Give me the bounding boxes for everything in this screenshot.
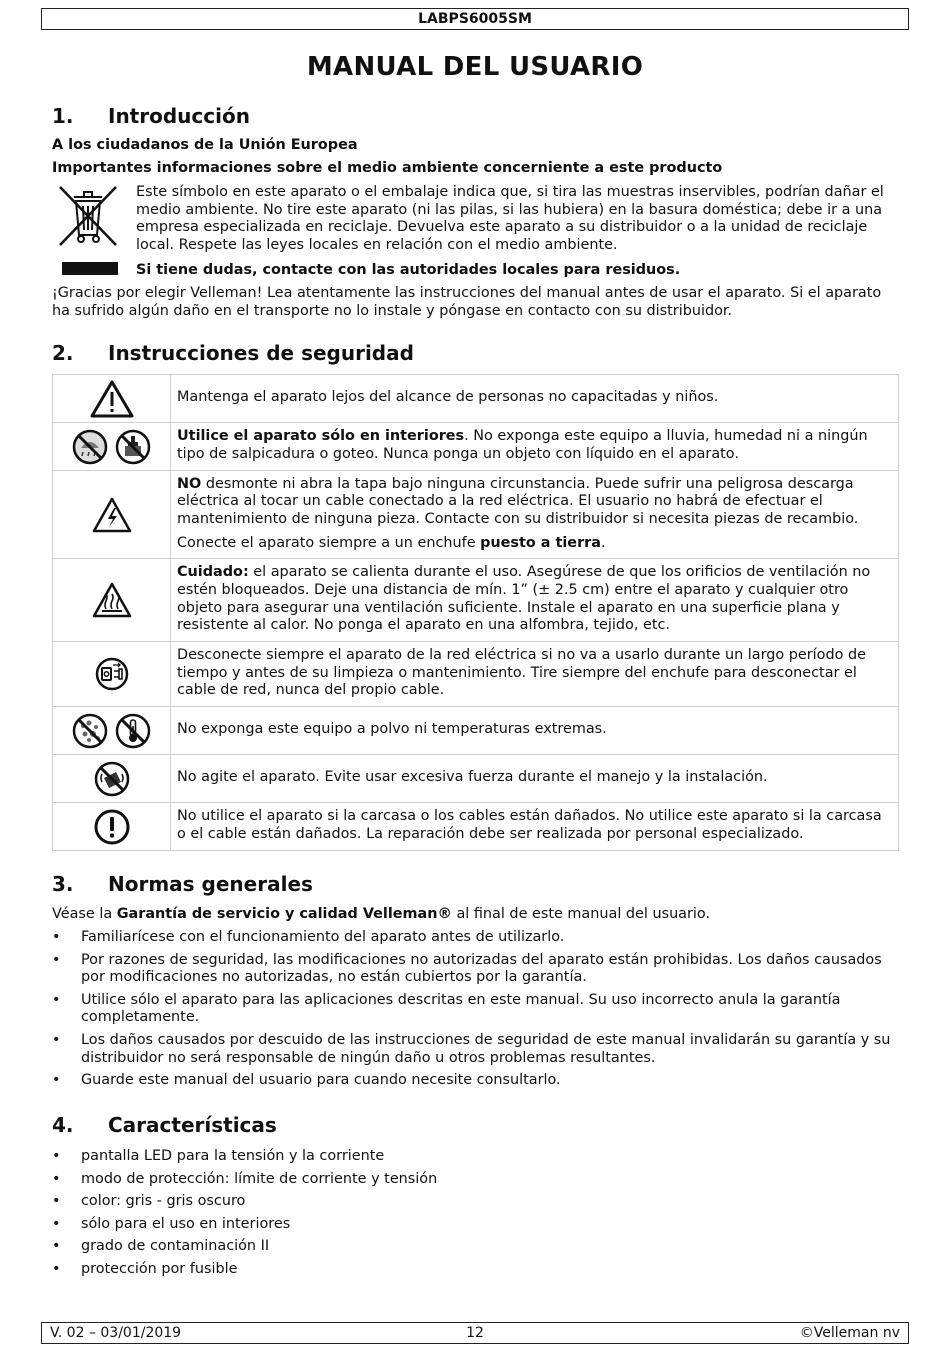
- safety-icon-cell: [53, 755, 171, 803]
- safety-row: [53, 423, 899, 471]
- safety-row: [53, 559, 899, 642]
- section-1-heading: [52, 103, 250, 129]
- list-item: • sólo para el uso en interiores: [52, 1216, 902, 1234]
- safety-row: [53, 642, 899, 707]
- section-number: 4.: [52, 1113, 74, 1137]
- safety-text-cell: Desconecte siempre el aparato de la red eléctrica si no va a usarlo durante un largo período de tiempo y antes de su limpieza o mantenimiento. Tire siempre del enchufe para desconectar el cable de red, nunca del propio cable.: [171, 642, 899, 707]
- general-rules-list: [52, 929, 902, 1095]
- thanks-paragraph: ¡Gracias por elegir Velleman! Lea atentamente las instrucciones del manual antes de usar el aparato. Si el aparato ha sufrido algún daño en el transporte no lo instale y póngase en contacto con su distribuidor.: [52, 285, 882, 319]
- list-item: • color: gris - gris oscuro: [52, 1193, 902, 1211]
- header-model: LABPS6005SM: [418, 11, 532, 27]
- safety-row: [53, 375, 899, 423]
- page-footer: [41, 1322, 909, 1344]
- list-item: • Los daños causados por descuido de las instrucciones de seguridad de este manual invalidarán su garantía y su distribuidor no será responsable de ningún daño u otros problemas resultantes.: [52, 1032, 902, 1067]
- no-extreme-temperature-icon: [114, 723, 152, 739]
- safety-icon-cell: [53, 707, 171, 755]
- section-3-heading: [52, 871, 313, 897]
- safety-row: [53, 755, 899, 803]
- safety-text-cell: No exponga este equipo a polvo ni temperaturas extremas.: [171, 707, 899, 755]
- weee-black-bar: [62, 262, 118, 275]
- list-item: • Guarde este manual del usuario para cuando necesite consultarlo.: [52, 1072, 902, 1090]
- section-title: Introducción: [108, 104, 250, 128]
- weee-contact-note: Si tiene dudas, contacte con las autoridades locales para residuos.: [136, 262, 681, 278]
- footer-version: V. 02 – 03/01/2019: [50, 1325, 182, 1341]
- page-header: [41, 8, 909, 30]
- warning-triangle-icon: [89, 391, 135, 407]
- unplug-icon: [94, 666, 130, 682]
- safety-text-cell: Mantenga el aparato lejos del alcance de personas no capacitadas y niños.: [171, 375, 899, 423]
- safety-text-cell: No utilice el aparato si la carcasa o los cables están dañados. No utilice este aparato si la carcasa o el cable están dañados. La reparación debe ser realizada por personal especializado.: [171, 803, 899, 851]
- electric-shock-icon: [91, 507, 133, 523]
- safety-text-cell: Cuidado: el aparato se calienta durante el uso. Asegúrese de que los orificios de ventilación no estén bloqueados. Deje una distancia de mín. 1” (± 2.5 cm) entre el aparato y cualquier otro objeto para asegurar una ventilación suficiente. Instale el aparato en una superficie plana y resistente al calor. No ponga el aparato en una alfombra, tejido, etc.: [171, 559, 899, 642]
- weee-bin-icon: [56, 183, 120, 249]
- safety-icon-cell: [53, 559, 171, 642]
- section-title: Instrucciones de seguridad: [108, 341, 414, 365]
- section-4-heading: [52, 1112, 277, 1138]
- safety-text-cell: NO desmonte ni abra la tapa bajo ninguna circunstancia. Puede sufrir una peligrosa descarga eléctrica al tocar un cable conectado a la red eléctrica. El usuario no habrá de efectuar el mantenimiento de ninguna pieza. Contacte con su distribuidor si necesita piezas de recambio. Conecte el aparato siempre a un enchufe puesto a tierra.: [171, 471, 899, 559]
- section-number: 1.: [52, 104, 74, 128]
- safety-row: [53, 471, 899, 559]
- safety-icon-cell: [53, 375, 171, 423]
- footer-page-number: 12: [466, 1325, 484, 1341]
- document-title: MANUAL DEL USUARIO: [306, 52, 644, 82]
- no-liquid-icon: [114, 439, 152, 455]
- safety-row: [53, 707, 899, 755]
- features-list: [52, 1148, 902, 1284]
- caution-exclamation-icon: [93, 819, 131, 835]
- hot-surface-icon: [91, 592, 133, 608]
- list-item: • Por razones de seguridad, las modificaciones no autorizadas del aparato están prohibidas. Los daños causados por modificaciones no autorizadas, no están cubiertos por la garantía.: [52, 952, 902, 987]
- safety-icon-cell: [53, 423, 171, 471]
- safety-table: [52, 374, 899, 851]
- list-item: • pantalla LED para la tensión y la corriente: [52, 1148, 902, 1166]
- safety-text-cell: Utilice el aparato sólo en interiores. No exponga este equipo a lluvia, humedad ni a ningún tipo de salpicadura o goteo. Nunca ponga un objeto con líquido en el aparato.: [171, 423, 899, 471]
- environment-subheading: Importantes informaciones sobre el medio ambiente concerniente a este producto: [52, 160, 723, 176]
- eu-citizens-subheading: A los ciudadanos de la Unión Europea: [52, 137, 358, 153]
- section-title: Normas generales: [108, 872, 313, 896]
- safety-text-cell: No agite el aparato. Evite usar excesiva fuerza durante el manejo y la instalación.: [171, 755, 899, 803]
- list-item: • modo de protección: límite de corriente y tensión: [52, 1171, 902, 1189]
- section-2-heading: [52, 340, 414, 366]
- safety-icon-cell: [53, 642, 171, 707]
- weee-description: Este símbolo en este aparato o el embalaje indica que, si tira las muestras inservibles, podrían dañar el medio ambiente. No tire este aparato (ni las pilas, si las hubiera) en la basura doméstica; debe ir a una empresa especializada en reciclaje. Devuelva este aparato a su distribuidor o a la unidad de reciclaje local. Respete las leyes locales en relación con el medio ambiente.: [136, 184, 884, 253]
- section-number: 3.: [52, 872, 74, 896]
- no-dust-icon: [71, 723, 114, 739]
- list-item: • Utilice sólo el aparato para las aplicaciones descritas en este manual. Su uso incorrecto anula la garantía completamente.: [52, 992, 902, 1027]
- safety-icon-cell: [53, 803, 171, 851]
- section-number: 2.: [52, 341, 74, 365]
- safety-icon-cell: [53, 471, 171, 559]
- list-item: • grado de contaminación II: [52, 1238, 902, 1256]
- footer-copyright: ©Velleman nv: [799, 1325, 900, 1341]
- list-item: • Familiarícese con el funcionamiento del aparato antes de utilizarlo.: [52, 929, 902, 947]
- safety-row: [53, 803, 899, 851]
- section-title: Características: [108, 1113, 277, 1137]
- warranty-reference: Véase la Garantía de servicio y calidad Velleman® al final de este manual del usuario.: [52, 906, 711, 922]
- list-item: • protección por fusible: [52, 1261, 902, 1279]
- no-shaking-icon: [93, 771, 131, 787]
- no-rain-icon: [71, 439, 114, 455]
